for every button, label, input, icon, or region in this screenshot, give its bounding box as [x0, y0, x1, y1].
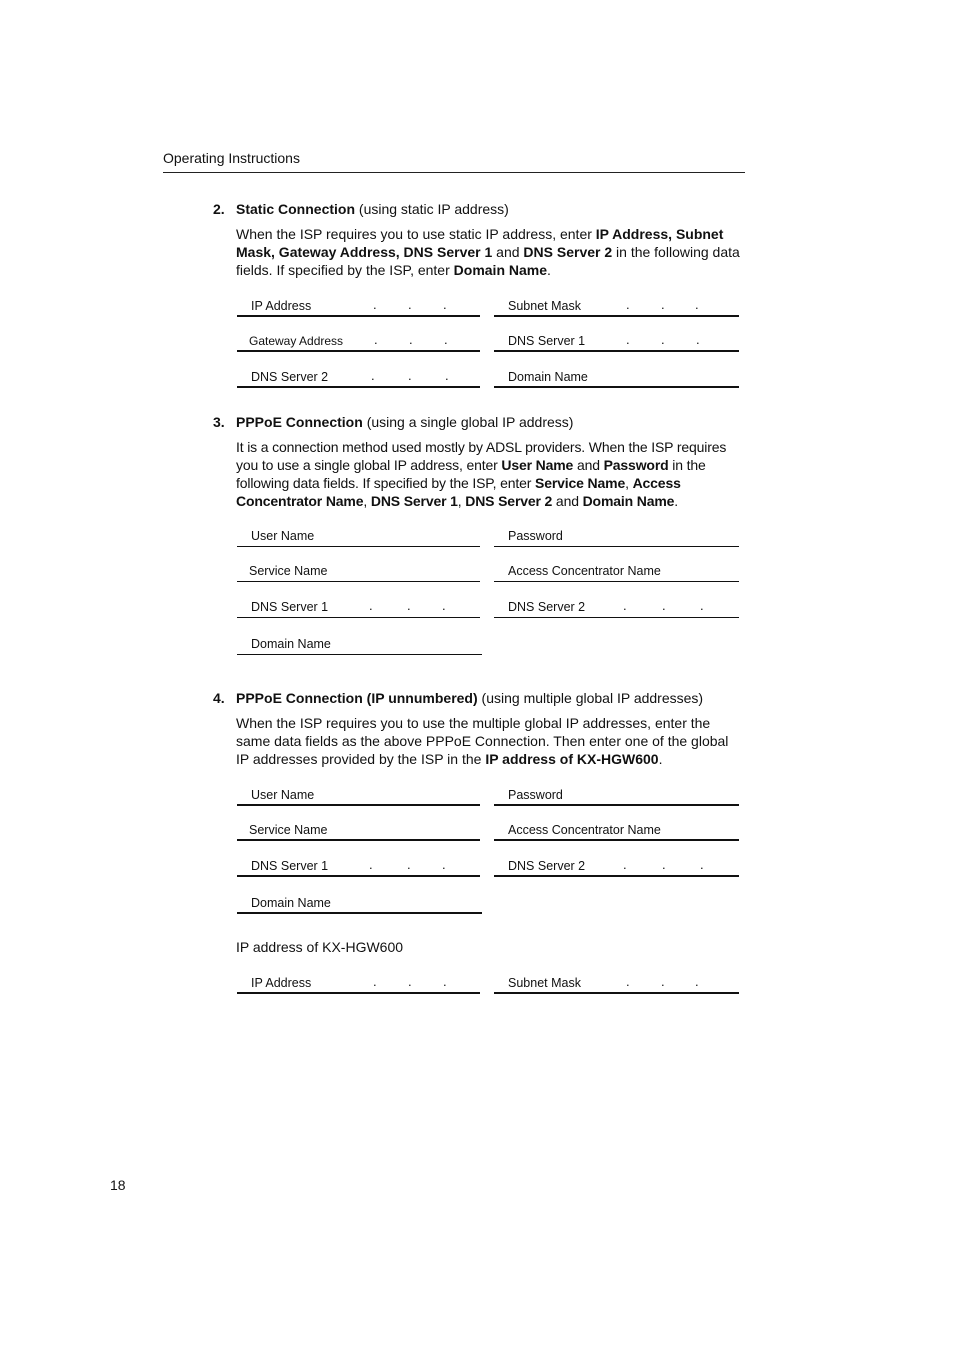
- section-4-title: PPPoE Connection (IP unnumbered): [236, 690, 478, 706]
- text-run-bold: User Name: [501, 457, 574, 473]
- field-underline: [494, 875, 739, 877]
- section-2-number: 2.: [213, 201, 225, 217]
- field-underline: [237, 386, 480, 388]
- text-run-bold: DNS Server 2: [523, 244, 613, 260]
- ip-dot: .: [626, 332, 630, 347]
- field-label: Access Concentrator Name: [508, 564, 661, 578]
- field-underline: [237, 546, 480, 547]
- field-label: Service Name: [249, 823, 328, 837]
- text-run: When the ISP requires you to use static IP address, enter: [236, 226, 596, 242]
- text-run: and: [492, 244, 524, 260]
- ip-dot: .: [408, 974, 412, 989]
- ip-dot: .: [373, 974, 377, 989]
- field-underline: [494, 350, 739, 352]
- ip-dot: .: [408, 368, 412, 383]
- section-4-paragraph: [236, 714, 742, 768]
- field-label: Subnet Mask: [508, 976, 581, 990]
- ip-dot: .: [623, 598, 627, 613]
- field-label: User Name: [251, 529, 315, 543]
- section-3-subtitle: (using a single global IP address): [366, 414, 574, 430]
- ip-dot: .: [442, 598, 446, 613]
- section-2-subtitle: (using static IP address): [358, 201, 509, 217]
- section-3-number: 3.: [213, 414, 225, 430]
- field-underline: [494, 839, 739, 841]
- ip-dot: .: [442, 857, 446, 872]
- text-run-bold: Domain Name: [453, 262, 548, 278]
- field-label: DNS Server 1: [508, 334, 586, 348]
- ip-dot: .: [662, 598, 666, 613]
- field-label: DNS Server 2: [251, 370, 329, 384]
- section-4-subtitle: (using multiple global IP addresses): [481, 690, 704, 706]
- field-underline: [237, 617, 480, 618]
- text-run: It is a connection method used mostly by ADSL providers. When the ISP requires you to use a single global IP address, enter: [236, 439, 727, 473]
- ip-dot: .: [371, 368, 375, 383]
- field-label: Domain Name: [508, 370, 588, 384]
- page-number: 18: [110, 1177, 126, 1193]
- ip-dot: .: [695, 297, 699, 312]
- text-run: and: [552, 493, 583, 509]
- field-label: Access Concentrator Name: [508, 823, 661, 837]
- ip-dot: .: [662, 857, 666, 872]
- ip-dot: .: [409, 332, 413, 347]
- field-underline: [237, 581, 480, 582]
- field-label: DNS Server 1: [251, 859, 329, 873]
- section-3-heading: [236, 414, 573, 430]
- field-label: Domain Name: [251, 896, 331, 910]
- field-label: DNS Server 1: [251, 600, 329, 614]
- text-run-bold: IP address of KX-HGW600: [485, 751, 659, 767]
- ip-dot: .: [626, 297, 630, 312]
- field-label: IP Address: [251, 299, 312, 313]
- field-underline: [237, 350, 480, 352]
- ip-dot: .: [700, 598, 704, 613]
- ip-address-of-device-heading: IP address of KX-HGW600: [236, 939, 404, 955]
- text-run-bold: Service Name: [535, 475, 626, 491]
- ip-dot: .: [700, 857, 704, 872]
- section-3-title: PPPoE Connection: [236, 414, 363, 430]
- field-label: Password: [508, 529, 563, 543]
- field-label: User Name: [251, 788, 315, 802]
- section-2-heading: [236, 201, 509, 217]
- ip-dot: .: [369, 598, 373, 613]
- ip-dot: .: [443, 297, 447, 312]
- text-run-bold: Access Concentrator Name: [236, 475, 681, 509]
- text-run: When the ISP requires you to use the multiple global IP addresses, enter the same data fields as the above PPPoE Connection. Then enter one of the global IP addresses provided by the ISP in the: [236, 715, 729, 767]
- section-4-heading: [236, 690, 703, 706]
- field-underline: [237, 875, 480, 877]
- field-underline: [494, 617, 739, 618]
- ip-dot: .: [695, 974, 699, 989]
- text-run: .: [547, 262, 551, 278]
- text-run: .: [658, 751, 663, 767]
- ip-dot: .: [445, 368, 449, 383]
- header-rule: [163, 172, 745, 173]
- field-underline: [237, 315, 480, 317]
- text-run-bold: Password: [603, 457, 669, 473]
- ip-dot: .: [407, 857, 411, 872]
- text-run-bold: DNS Server 1: [370, 493, 458, 509]
- section-3-paragraph: [236, 438, 742, 510]
- section-2-title: Static Connection: [236, 201, 356, 217]
- text-run: .: [674, 493, 679, 509]
- ip-dot: .: [369, 857, 373, 872]
- field-underline: [494, 992, 739, 994]
- text-run-bold: Domain Name: [582, 493, 675, 509]
- ip-dot: .: [407, 598, 411, 613]
- ip-dot: .: [408, 297, 412, 312]
- ip-dot: .: [374, 332, 378, 347]
- ip-dot: .: [661, 297, 665, 312]
- field-underline: [494, 546, 739, 547]
- field-label: Service Name: [249, 564, 328, 578]
- field-underline: [494, 804, 739, 806]
- page-header-title: Operating Instructions: [163, 150, 300, 166]
- field-label: Subnet Mask: [508, 299, 581, 313]
- field-underline: [237, 839, 480, 841]
- field-underline: [494, 581, 739, 582]
- section-4-number: 4.: [213, 690, 225, 706]
- text-run: and: [573, 457, 604, 473]
- ip-dot: .: [661, 974, 665, 989]
- field-underline: [237, 992, 480, 994]
- field-underline: [237, 654, 482, 655]
- text-run-bold: DNS Server 2: [465, 493, 553, 509]
- field-underline: [494, 315, 739, 317]
- field-underline: [237, 912, 482, 914]
- field-label: DNS Server 2: [508, 600, 586, 614]
- field-label: IP Address: [251, 976, 312, 990]
- text-run-bold: IP Address, Subnet Mask, Gateway Address, DNS Server 1: [236, 226, 724, 260]
- section-2-paragraph: [236, 225, 742, 279]
- text-run: ,: [363, 493, 371, 509]
- ip-dot: .: [626, 974, 630, 989]
- field-label: DNS Server 2: [508, 859, 586, 873]
- field-label: Gateway Address: [249, 334, 344, 348]
- field-label: Domain Name: [251, 637, 331, 651]
- field-label: Password: [508, 788, 563, 802]
- ip-dot: .: [661, 332, 665, 347]
- ip-dot: .: [444, 332, 448, 347]
- field-underline: [494, 386, 739, 388]
- text-run: in the following data fields. If specified by the ISP, enter: [236, 457, 706, 491]
- text-run: ,: [625, 475, 633, 491]
- text-run: in the following data fields. If specified by the ISP, enter: [236, 244, 740, 278]
- ip-dot: .: [623, 857, 627, 872]
- ip-dot: .: [443, 974, 447, 989]
- text-run: ,: [457, 493, 466, 509]
- ip-dot: .: [373, 297, 377, 312]
- field-underline: [237, 804, 480, 806]
- ip-dot: .: [696, 332, 700, 347]
